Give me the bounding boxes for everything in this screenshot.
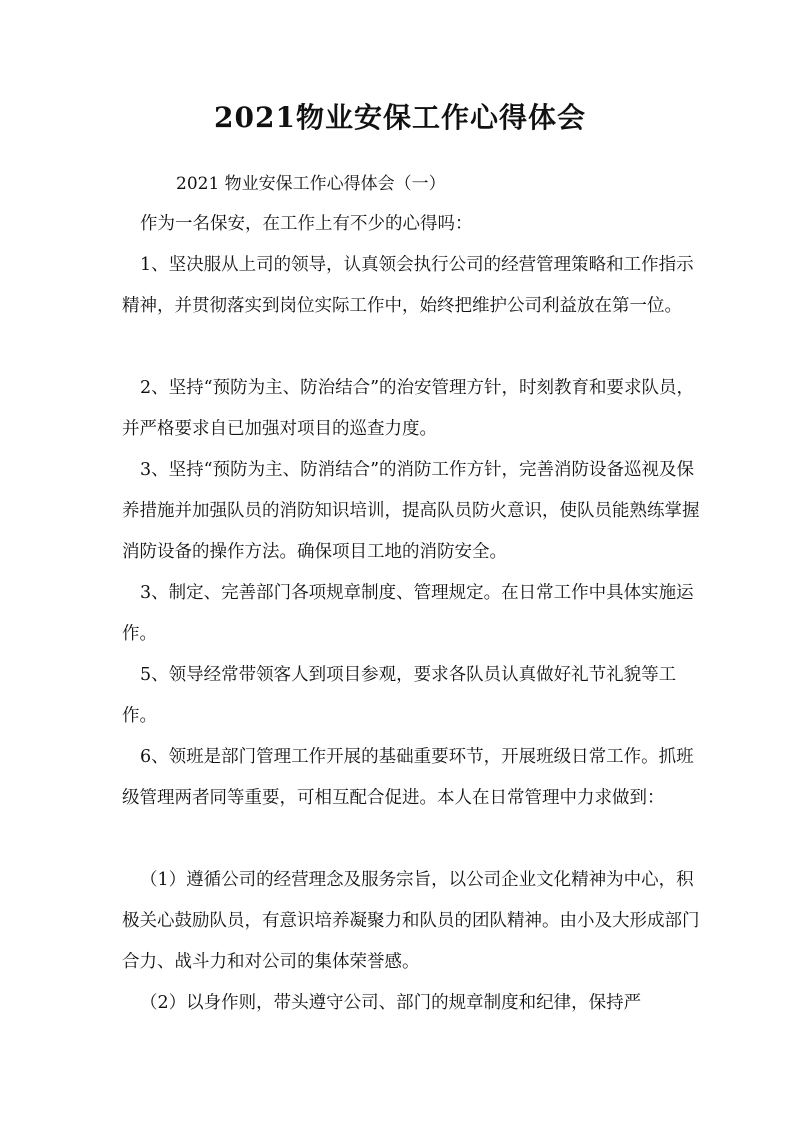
document-subtitle: 2021 物业安保工作心得体会（一） [176, 174, 446, 194]
paragraph-item-6: 6、领班是部门管理工作开展的基础重要环节，开展班级日常工作。抓班级管理两者同等重要，可相互配合促进。本人在日常管理中力求做到： [122, 747, 694, 808]
paragraph-item-3b: 3、制定、完善部门各项规章制度、管理规定。在日常工作中具体实施运作。 [122, 583, 694, 644]
paragraph-sub-1: （1）遵循公司的经营理念及服务宗旨，以公司企业文化精神为中心，积极关心鼓励队员，有意识培养凝聚力和队员的团队精神。由小及大形成部门合力、战斗力和对公司的集体荣誉感。 [122, 870, 700, 972]
paragraph-intro: 作为一名保安，在工作上有不少的心得吗： [140, 214, 473, 234]
paragraph-item-3: 3、坚持“预防为主、防消结合”的消防工作方针，完善消防设备巡视及保养措施并加强队员的消防知识培训，提高队员防火意识，使队员能熟练掌握消防设备的操作方法。确保项目工地的消防安全。 [122, 460, 700, 562]
paragraph-item-2: 2、坚持“预防为主、防治结合”的治安管理方针，时刻教育和要求队员，并严格要求自已加强对项目的巡查力度。 [122, 378, 695, 439]
paragraph-item-1: 1、坚决服从上司的领导，认真领会执行公司的经营管理策略和工作指示精神，并贯彻落实到岗位实际工作中，始终把维护公司利益放在第一位。 [122, 255, 694, 316]
paragraph-sub-2: （2）以身作则，带头遵守公司、部门的规章制度和纪律，保持严 [140, 993, 642, 1013]
paragraph-item-5: 5、领导经常带领客人到项目参观，要求各队员认真做好礼节礼貌等工作。 [122, 665, 677, 726]
document-title: 2021物业安保工作心得体会 [214, 101, 586, 134]
